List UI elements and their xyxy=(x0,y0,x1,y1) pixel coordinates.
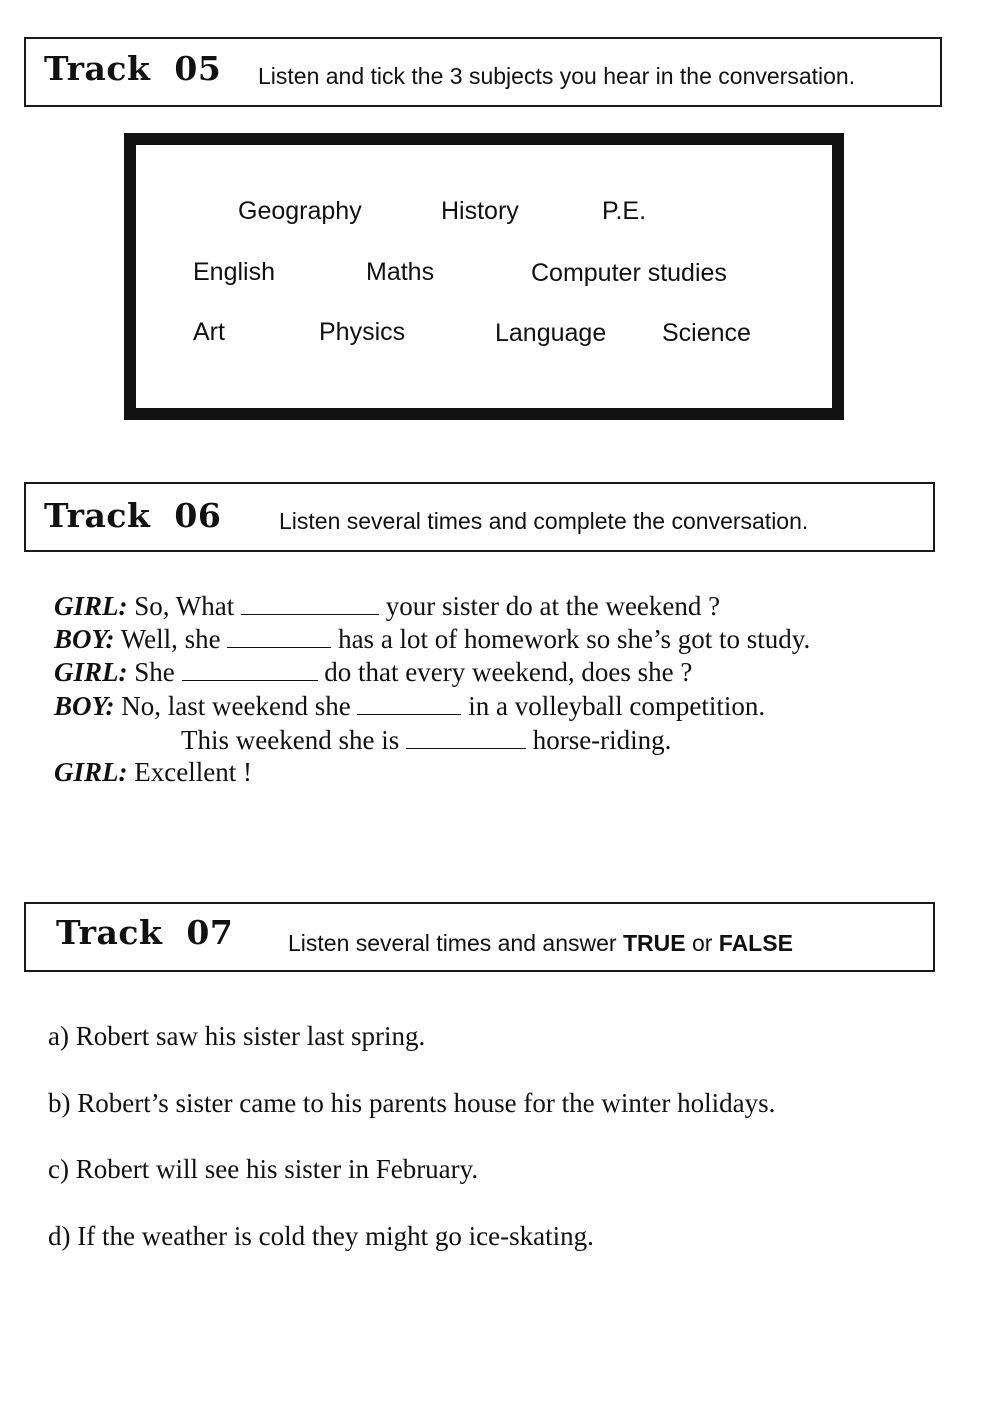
speaker-label: BOY: xyxy=(54,624,115,654)
track06-number: 06 xyxy=(174,496,222,535)
line-text-before: This weekend she is xyxy=(181,725,406,755)
line-text-before: Excellent ! xyxy=(127,757,252,787)
subject-physics[interactable]: Physics xyxy=(319,318,406,346)
subject-maths[interactable]: Maths xyxy=(366,258,435,286)
subject-language[interactable]: Language xyxy=(495,319,607,347)
subject-english[interactable]: English xyxy=(193,258,275,286)
subjects-box xyxy=(124,133,844,420)
conversation-line xyxy=(54,691,765,722)
subject-history[interactable]: History xyxy=(441,197,519,225)
track07-label: Track xyxy=(56,913,163,952)
subject-geography[interactable]: Geography xyxy=(238,197,362,225)
track07-number: 07 xyxy=(186,913,234,952)
speaker-label: GIRL: xyxy=(54,757,128,787)
line-text-before: So, What xyxy=(127,591,241,621)
speaker-label: BOY: xyxy=(54,691,115,721)
subject-art[interactable]: Art xyxy=(193,318,225,346)
answer-blank[interactable] xyxy=(182,658,318,681)
conversation-line xyxy=(54,624,810,655)
answer-blank[interactable] xyxy=(227,625,331,648)
track05-title xyxy=(44,49,221,88)
line-text-after: has a lot of homework so she’s got to study. xyxy=(331,624,811,654)
speaker-label: GIRL: xyxy=(54,657,128,687)
statement-c: c) Robert will see his sister in February. xyxy=(48,1154,479,1184)
track06-instruction: Listen several times and complete the conversation. xyxy=(279,508,809,534)
track07-title xyxy=(56,913,233,952)
conversation-line xyxy=(54,657,692,688)
conversation-line xyxy=(181,725,671,756)
track06-header xyxy=(24,482,935,552)
speaker-label: GIRL: xyxy=(54,591,128,621)
subject-computer-studies[interactable]: Computer studies xyxy=(531,259,727,287)
statement-a: a) Robert saw his sister last spring. xyxy=(48,1021,426,1051)
track07-instruction-prefix: Listen several times and answer xyxy=(288,930,623,956)
subject-pe[interactable]: P.E. xyxy=(602,197,647,225)
line-text-after: horse-riding. xyxy=(525,725,672,755)
line-text-before: She xyxy=(127,657,182,687)
track07-instruction xyxy=(288,930,793,957)
line-text-before: Well, she xyxy=(114,624,228,654)
answer-blank[interactable] xyxy=(241,592,379,615)
track06-title xyxy=(44,496,221,535)
track05-header xyxy=(24,37,942,107)
or-word: or xyxy=(685,930,719,956)
true-word: TRUE xyxy=(622,930,686,956)
track05-label: Track xyxy=(44,49,151,88)
conversation-line xyxy=(54,757,252,788)
false-word: FALSE xyxy=(718,930,793,956)
subject-science[interactable]: Science xyxy=(662,319,751,347)
line-text-after: your sister do at the weekend ? xyxy=(385,591,721,621)
line-text-before: No, last weekend she xyxy=(114,691,358,721)
line-text-after: in a volleyball competition. xyxy=(461,691,766,721)
track05-number: 05 xyxy=(174,49,222,88)
track07-header xyxy=(24,902,935,972)
statement-d: d) If the weather is cold they might go ice-skating. xyxy=(48,1221,594,1251)
answer-blank[interactable] xyxy=(406,726,526,749)
track05-instruction: Listen and tick the 3 subjects you hear in the conversation. xyxy=(258,63,856,89)
track06-label: Track xyxy=(44,496,151,535)
statement-b: b) Robert’s sister came to his parents house for the winter holidays. xyxy=(48,1088,776,1118)
answer-blank[interactable] xyxy=(357,692,461,715)
conversation-line xyxy=(54,591,720,622)
line-text-after: do that every weekend, does she ? xyxy=(317,657,693,687)
